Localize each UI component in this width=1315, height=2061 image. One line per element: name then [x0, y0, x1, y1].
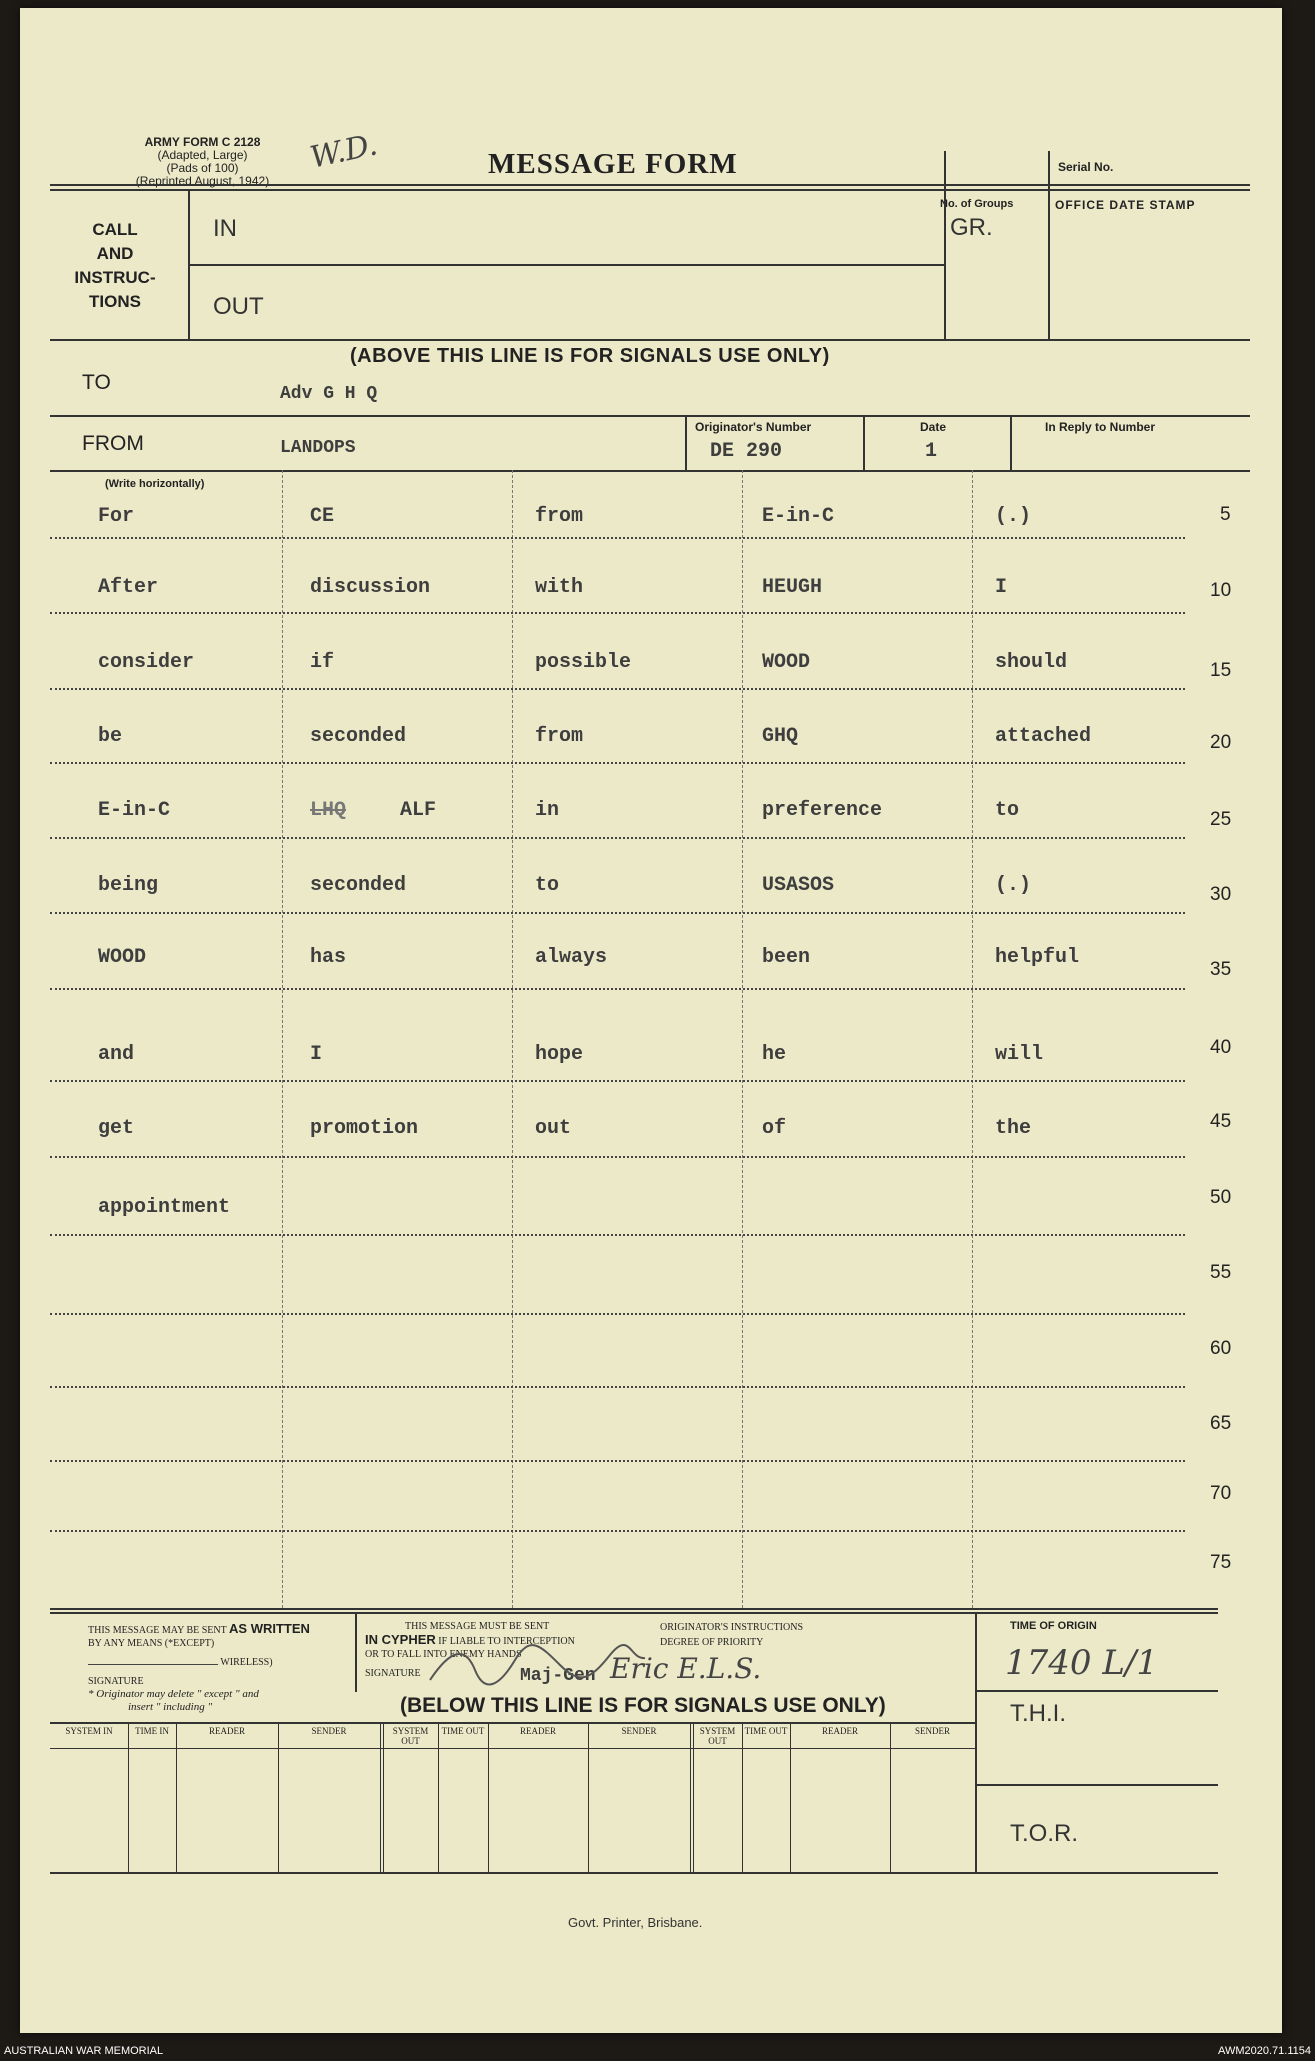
signals-column-divider	[690, 1722, 691, 1872]
call-label-line-3: INSTRUC-	[74, 268, 156, 287]
cypher-text-2: IF LIABLE TO INTERCEPTION	[438, 1636, 575, 1647]
call-label-line-1: CALL	[92, 220, 138, 239]
word-count-marker: 75	[1210, 1552, 1232, 1573]
originator-instructions	[660, 1620, 803, 1650]
message-word: in	[535, 799, 560, 822]
signals-header-line	[50, 1748, 975, 1749]
message-word: appointment	[98, 1196, 231, 1219]
handwritten-signature: Eric E.L.S.	[610, 1652, 762, 1685]
time-origin-line	[975, 1690, 1218, 1692]
signals-column-header: TIME OUT	[744, 1726, 788, 1736]
to-bottom-line	[50, 415, 1250, 417]
routing-bottom-line	[50, 470, 1250, 472]
time-of-origin-value: 1740 L/1	[1005, 1643, 1158, 1683]
message-word: to	[535, 874, 560, 897]
word-count-marker: 35	[1210, 959, 1232, 980]
from-value: LANDOPS	[280, 438, 356, 458]
signals-column-divider	[278, 1722, 279, 1872]
message-word: For	[98, 505, 135, 528]
reply-label: In Reply to Number	[1045, 420, 1156, 434]
body-row-line	[50, 1386, 1185, 1388]
message-word: with	[535, 576, 584, 599]
signals-column-header: SENDER	[914, 1726, 950, 1736]
date-divider	[863, 415, 865, 470]
message-word: USASOS	[762, 874, 835, 897]
cypher-text-1: THIS MESSAGE MUST BE SENT	[405, 1621, 550, 1632]
signals-column-divider	[488, 1722, 489, 1872]
word-count-marker: 50	[1210, 1187, 1232, 1208]
word-count-marker: 60	[1210, 1338, 1232, 1359]
form-title: MESSAGE FORM	[488, 148, 738, 180]
message-word: has	[310, 946, 347, 969]
word-count-marker: 10	[1210, 580, 1232, 601]
message-word: and	[98, 1043, 135, 1066]
wireless-label: WIRELESS)	[220, 1657, 273, 1668]
office-date-stamp-label: OFFICE DATE STAMP	[1055, 198, 1196, 212]
header-top-line	[50, 184, 1250, 186]
message-form-sheet	[20, 8, 1282, 2033]
message-word: (.)	[995, 505, 1032, 528]
originator-instructions-label: ORIGINATOR'S INSTRUCTIONS	[660, 1622, 804, 1633]
in-out-divider	[188, 264, 944, 266]
call-column-divider	[188, 189, 190, 339]
tor-label: T.O.R.	[1010, 1820, 1079, 1847]
date-label: Date	[920, 420, 947, 434]
signals-column-divider	[383, 1722, 384, 1872]
message-word: out	[535, 1117, 572, 1140]
body-column-divider	[282, 470, 283, 1608]
message-word: seconded	[310, 725, 407, 748]
tor-line	[975, 1872, 1218, 1874]
word-count-marker: 70	[1210, 1483, 1232, 1504]
message-word: get	[98, 1117, 135, 1140]
signals-column-divider	[588, 1722, 589, 1872]
message-word: helpful	[995, 946, 1080, 969]
signals-column-divider	[742, 1722, 743, 1872]
signals-column-divider	[790, 1722, 791, 1872]
in-label: IN	[213, 215, 237, 242]
form-id: ARMY FORM C 2128	[144, 135, 261, 149]
message-word: CE	[310, 505, 335, 528]
message-word: from	[535, 725, 584, 748]
signature-scribble	[420, 1640, 650, 1690]
body-row-line	[50, 1080, 1185, 1082]
word-count-marker: 55	[1210, 1262, 1232, 1283]
message-word: he	[762, 1043, 787, 1066]
form-identifier	[110, 136, 295, 188]
to-label: TO	[82, 371, 111, 394]
message-word: GHQ	[762, 725, 799, 748]
out-label: OUT	[213, 293, 264, 320]
signals-column-divider	[176, 1722, 177, 1872]
signals-column-header: SENDER	[311, 1726, 347, 1736]
form-pads: (Pads of 100)	[166, 161, 239, 175]
time-origin-divider	[975, 1612, 977, 1872]
message-word: attached	[995, 725, 1092, 748]
sent-as-text-2: BY ANY MEANS (*EXCEPT)	[88, 1638, 215, 1649]
bottom-top-line-2	[50, 1612, 1218, 1614]
body-row-line	[50, 762, 1185, 764]
message-word: from	[535, 505, 584, 528]
body-row-line	[50, 1156, 1185, 1158]
date-value: 1	[925, 440, 938, 463]
signals-only-note: (ABOVE THIS LINE IS FOR SIGNALS USE ONLY)	[350, 345, 830, 367]
message-word: seconded	[310, 874, 407, 897]
groups-value: GR.	[950, 214, 993, 241]
word-count-marker: 15	[1210, 660, 1232, 681]
body-row-line	[50, 837, 1185, 839]
body-row-line	[50, 1234, 1185, 1236]
body-row-line	[50, 1313, 1185, 1315]
signals-column-divider	[890, 1722, 891, 1872]
signals-table-bottom	[50, 1872, 975, 1874]
form-variant: (Adapted, Large)	[157, 148, 248, 162]
message-word: always	[535, 946, 608, 969]
printer-imprint: Govt. Printer, Brisbane.	[568, 1915, 703, 1930]
handwritten-annotation: W.D.	[307, 127, 381, 176]
signals-column-header: TIME IN	[135, 1726, 169, 1736]
message-word: ALF	[400, 799, 437, 822]
word-count-marker: 45	[1210, 1111, 1232, 1132]
as-written-label: AS WRITTEN	[229, 1621, 310, 1636]
bottom-top-line	[50, 1608, 1218, 1610]
originator-note-1: * Originator may delete " except " and	[88, 1688, 259, 1700]
reply-divider	[1010, 415, 1012, 470]
below-signals-note: (BELOW THIS LINE IS FOR SIGNALS USE ONLY)	[400, 1694, 886, 1717]
body-row-line	[50, 1530, 1185, 1532]
signals-column-header: TIME OUT	[441, 1726, 485, 1736]
message-word: be	[98, 725, 123, 748]
signals-column-divider	[693, 1722, 694, 1872]
signals-table-top	[50, 1722, 975, 1724]
cypher-text-3: OR TO FALL INTO ENEMY HANDS	[365, 1649, 522, 1660]
call-label-line-4: TIONS	[89, 292, 141, 311]
groups-left-divider	[944, 151, 946, 339]
to-value: Adv G H Q	[280, 384, 378, 404]
signatory-rank: Maj-Gen	[520, 1666, 596, 1686]
in-cypher-label: IN CYPHER	[365, 1632, 436, 1647]
signals-column-divider	[380, 1722, 381, 1872]
serial-number-label: Serial No.	[1058, 160, 1114, 174]
signals-column-divider	[438, 1722, 439, 1872]
message-word: of	[762, 1117, 787, 1140]
signature-label: SIGNATURE	[88, 1676, 144, 1687]
message-word: (.)	[995, 874, 1032, 897]
message-word: E-in-C	[762, 505, 835, 528]
message-word: WOOD	[762, 651, 811, 674]
originator-divider	[685, 415, 687, 470]
word-count-marker: 40	[1210, 1037, 1232, 1058]
message-word: discussion	[310, 576, 431, 599]
body-column-divider	[972, 470, 973, 1608]
message-word: I	[310, 1043, 323, 1066]
message-word: I	[995, 576, 1008, 599]
word-count-marker: 25	[1210, 809, 1232, 830]
message-word: will	[995, 1043, 1044, 1066]
message-word: the	[995, 1117, 1032, 1140]
body-column-divider	[512, 470, 513, 1608]
signals-column-header: SENDER	[621, 1726, 657, 1736]
body-row-line	[50, 688, 1185, 690]
word-count-marker: 5	[1220, 504, 1231, 525]
word-count-marker: 20	[1210, 732, 1232, 753]
message-word: preference	[762, 799, 883, 822]
body-row-line	[50, 912, 1185, 914]
message-word: possible	[535, 651, 632, 674]
body-row-line	[50, 1460, 1185, 1462]
header-bottom-line	[50, 339, 1250, 341]
thi-line	[975, 1784, 1218, 1786]
message-word: HEUGH	[762, 576, 823, 599]
signals-column-header: READER	[822, 1726, 858, 1736]
signals-column-header: SYSTEM OUT	[699, 1726, 736, 1746]
body-row-line	[50, 988, 1185, 990]
body-column-divider	[742, 470, 743, 1608]
message-word: should	[995, 651, 1068, 674]
message-word: hope	[535, 1043, 584, 1066]
footer-accession: AWM2020.71.1154	[1218, 2045, 1311, 2057]
groups-label: No. of Groups	[940, 198, 1014, 210]
signals-column-header: SYSTEM IN	[65, 1726, 113, 1736]
send-as-written-block	[88, 1622, 310, 1714]
from-label: FROM	[82, 432, 144, 455]
body-row-line	[50, 537, 1185, 539]
signals-column-header: READER	[209, 1726, 245, 1736]
header-top-line-2	[50, 189, 1250, 191]
originator-label: Originator's Number	[695, 420, 812, 434]
message-word: consider	[98, 651, 195, 674]
signals-column-header: SYSTEM OUT	[392, 1726, 429, 1746]
signature-label-2: SIGNATURE	[365, 1668, 421, 1679]
groups-right-divider	[1048, 151, 1050, 339]
message-word: E-in-C	[98, 799, 171, 822]
struck-out-word: LHQ	[310, 799, 347, 822]
priority-label: DEGREE OF PRIORITY	[660, 1637, 764, 1648]
write-horizontally-note: (Write horizontally)	[105, 478, 205, 490]
sent-as-text: THIS MESSAGE MAY BE SENT	[88, 1625, 227, 1636]
body-row-line	[50, 612, 1185, 614]
message-word: WOOD	[98, 946, 147, 969]
message-word: After	[98, 576, 159, 599]
message-word: if	[310, 651, 335, 674]
time-of-origin-label: TIME OF ORIGIN	[1010, 1620, 1097, 1632]
originator-value: DE 290	[710, 440, 783, 463]
word-count-marker: 65	[1210, 1413, 1232, 1434]
word-count-marker: 30	[1210, 884, 1232, 905]
call-label-line-2: AND	[96, 244, 134, 263]
footer-source: AUSTRALIAN WAR MEMORIAL	[4, 2045, 164, 2057]
form-reprint: (Reprinted August, 1942)	[135, 174, 270, 188]
cypher-divider	[355, 1612, 357, 1692]
signals-column-divider	[128, 1722, 129, 1872]
message-word: to	[995, 799, 1020, 822]
message-word: being	[98, 874, 159, 897]
originator-note-2: insert " including "	[128, 1701, 213, 1713]
signals-column-header: READER	[520, 1726, 556, 1736]
call-instructions-label	[65, 218, 165, 314]
message-word: been	[762, 946, 811, 969]
thi-label: T.H.I.	[1010, 1700, 1067, 1727]
message-word: promotion	[310, 1117, 419, 1140]
